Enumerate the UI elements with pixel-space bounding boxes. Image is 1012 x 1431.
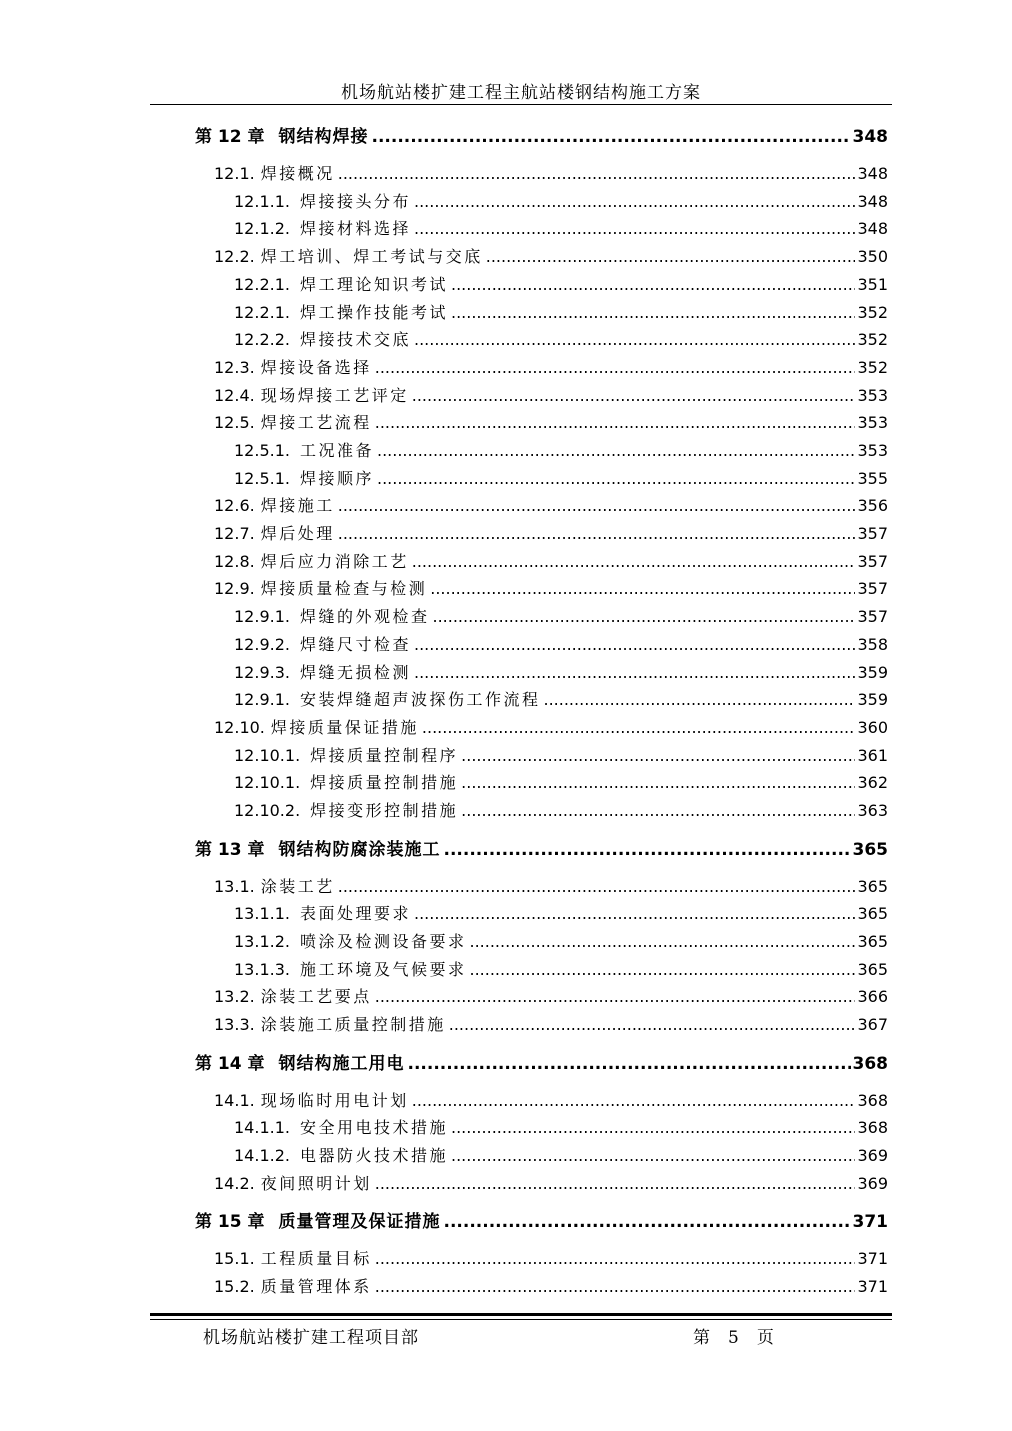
toc-entry-page: 357 [857,524,888,543]
toc-entry-number: 12.2. [214,247,255,266]
toc-entry[interactable] [234,216,888,242]
toc-entry[interactable] [214,383,888,409]
toc-dot-leader [408,1051,851,1077]
toc-entry-number: 13.1.1. [234,904,290,923]
toc-chapter-entry[interactable] [195,837,888,863]
toc-entry[interactable] [234,660,888,686]
toc-dot-leader [461,743,855,769]
toc-entry-page: 369 [857,1146,888,1165]
toc-entry-title: 现场焊接工艺评定 [260,386,409,405]
toc-dot-leader [375,1246,856,1272]
toc-entry[interactable] [214,1246,888,1272]
toc-entry-number: 14.1.1. [234,1118,290,1137]
toc-dot-leader [414,189,855,215]
toc-entry-page: 361 [857,746,888,765]
toc-entry-page: 358 [857,635,888,654]
toc-entry-page: 365 [857,877,888,896]
toc-dot-leader [338,161,856,187]
toc-entry-page: 353 [857,413,888,432]
toc-entry-page: 362 [857,773,888,792]
toc-entry[interactable] [214,874,888,900]
toc-dot-leader [544,687,856,713]
toc-entry[interactable] [214,521,888,547]
toc-entry-title: 涂装工艺 [260,877,335,896]
toc-entry-page: 371 [852,1212,888,1232]
toc-entry-page: 348 [857,164,888,183]
toc-entry-number: 13.3. [214,1015,255,1034]
toc-entry-number: 14.2. [214,1174,255,1193]
toc-entry-title: 焊接工艺流程 [260,413,372,432]
toc-dot-leader [470,957,856,983]
toc-dot-leader [451,1115,855,1141]
toc-entry-title: 焊缝无损检测 [299,663,411,682]
toc-entry-number: 12.10.2. [234,801,301,820]
toc-dot-leader [422,715,856,741]
toc-entry-page: 371 [857,1277,888,1296]
toc-entry-number: 第 13 章 [195,840,265,860]
toc-entry-number: 12.5.1. [234,469,290,488]
toc-entry-page: 356 [857,496,888,515]
toc-entry-title: 焊工培训、焊工考试与交底 [260,247,483,266]
toc-entry-page: 357 [857,552,888,571]
toc-entry-title: 焊接质量控制措施 [310,773,459,792]
toc-entry-title: 焊后应力消除工艺 [260,552,409,571]
toc-dot-leader [338,874,856,900]
toc-entry-number: 15.2. [214,1277,255,1296]
toc-dot-leader [375,355,856,381]
toc-entry-title: 焊缝的外观检查 [299,607,430,626]
toc-entry-title: 焊工操作技能考试 [299,303,448,322]
toc-dot-leader [414,660,855,686]
toc-entry-title: 质量管理体系 [260,1277,372,1296]
toc-entry-number: 13.1.3. [234,960,290,979]
toc-dot-leader [449,1012,856,1038]
toc-dot-leader [451,1143,855,1169]
footer-divider-thin [150,1319,892,1320]
toc-entry[interactable] [214,1012,888,1038]
toc-entry-page: 357 [857,579,888,598]
toc-entry[interactable] [214,1171,888,1197]
toc-entry-page: 352 [857,330,888,349]
toc-entry[interactable] [234,798,888,824]
toc-entry-number: 12.5. [214,413,255,432]
toc-entry-page: 353 [857,386,888,405]
footer-page-value: 5 [728,1328,739,1348]
toc-entry-title: 焊接设备选择 [260,358,372,377]
toc-entry[interactable] [234,604,888,630]
toc-entry-number: 12.7. [214,524,255,543]
toc-dot-leader [338,493,856,519]
toc-dot-leader [414,327,855,353]
toc-entry-page: 348 [857,192,888,211]
toc-entry-number: 12.10.1. [234,773,301,792]
toc-entry-title: 工况准备 [299,441,374,460]
toc-entry-page: 365 [857,904,888,923]
toc-entry[interactable] [234,957,888,983]
toc-entry-number: 12.2.1. [234,303,290,322]
toc-entry-page: 360 [857,718,888,737]
toc-entry-page: 365 [852,840,888,860]
toc-entry-number: 12.5.1. [234,441,290,460]
toc-entry-number: 12.8. [214,552,255,571]
toc-entry-page: 369 [857,1174,888,1193]
toc-entry-page: 348 [852,127,888,147]
footer-page-prefix: 第 [693,1328,710,1348]
toc-entry-number: 第 14 章 [195,1054,265,1074]
toc-entry-number: 14.1.2. [234,1146,290,1165]
toc-entry-title: 施工环境及气候要求 [299,960,467,979]
toc-entry-page: 351 [857,275,888,294]
toc-entry-page: 365 [857,960,888,979]
toc-entry[interactable] [214,549,888,575]
toc-entry-title: 焊接质量控制程序 [310,746,459,765]
toc-entry-title: 喷涂及检测设备要求 [299,932,467,951]
toc-entry[interactable] [234,1115,888,1141]
toc-entry-title: 涂装工艺要点 [260,987,372,1006]
toc-entry-title: 表面处理要求 [299,904,411,923]
toc-entry-title: 焊工理论知识考试 [299,275,448,294]
toc-dot-leader [412,549,856,575]
toc-entry[interactable] [234,687,888,713]
toc-dot-leader [451,272,855,298]
toc-entry-title: 现场临时用电计划 [260,1091,409,1110]
toc-entry[interactable] [234,327,888,353]
toc-dot-leader [430,576,855,602]
toc-entry[interactable] [214,984,888,1010]
toc-dot-leader [375,984,856,1010]
toc-entry-page: 348 [857,219,888,238]
toc-entry-number: 13.2. [214,987,255,1006]
toc-entry[interactable] [214,410,888,436]
toc-entry-number: 12.6. [214,496,255,515]
toc-entry[interactable] [234,438,888,464]
toc-entry-title: 焊接接头分布 [299,192,411,211]
toc-entry-title: 电器防火技术措施 [299,1146,448,1165]
toc-dot-leader [433,604,856,630]
toc-entry-number: 12.1.2. [234,219,290,238]
toc-entry-title: 夜间照明计划 [260,1174,372,1193]
toc-entry-title: 钢结构防腐涂装施工 [278,840,441,860]
toc-entry-page: 352 [857,303,888,322]
toc-entry-title: 焊接技术交底 [299,330,411,349]
toc-chapter-entry[interactable] [195,124,888,150]
toc-entry-title: 钢结构施工用电 [278,1054,405,1074]
toc-entry-title: 焊接顺序 [299,469,374,488]
toc-entry-number: 12.9.1. [234,607,290,626]
toc-entry-number: 第 12 章 [195,127,265,147]
toc-chapter-entry[interactable] [195,1051,888,1077]
toc-entry-title: 钢结构焊接 [278,127,369,147]
toc-entry-title: 焊接施工 [260,496,335,515]
toc-entry-number: 12.9.2. [234,635,290,654]
toc-dot-leader [414,901,855,927]
toc-entry-page: 368 [852,1054,888,1074]
toc-entry-number: 12.10.1. [234,746,301,765]
toc-entry[interactable] [234,189,888,215]
toc-entry-page: 363 [857,801,888,820]
header-divider [150,104,892,105]
page-header-title: 机场航站楼扩建工程主航站楼钢结构施工方案 [341,83,701,103]
toc-entry[interactable] [234,901,888,927]
toc-dot-leader [412,1088,856,1114]
toc-entry-number: 13.1. [214,877,255,896]
toc-entry-number: 12.2.2. [234,330,290,349]
toc-entry-number: 12.10. [214,718,265,737]
toc-entry[interactable] [234,929,888,955]
toc-entry[interactable] [214,493,888,519]
toc-entry-title: 焊后处理 [260,524,335,543]
toc-entry-title: 质量管理及保证措施 [278,1212,441,1232]
toc-dot-leader [444,1209,851,1235]
toc-dot-leader [486,244,856,270]
toc-dot-leader [451,300,855,326]
toc-entry-page: 353 [857,441,888,460]
toc-dot-leader [375,1171,856,1197]
toc-dot-leader [338,521,856,547]
toc-dot-leader [461,798,855,824]
toc-entry[interactable] [214,715,888,741]
toc-entry[interactable] [214,161,888,187]
toc-dot-leader [470,929,856,955]
toc-entry[interactable] [234,1143,888,1169]
toc-dot-leader [444,837,851,863]
toc-entry[interactable] [234,632,888,658]
toc-dot-leader [414,216,855,242]
toc-entry-page: 352 [857,358,888,377]
toc-entry-page: 368 [857,1091,888,1110]
toc-entry[interactable] [234,272,888,298]
toc-entry-page: 368 [857,1118,888,1137]
toc-entry-title: 安全用电技术措施 [299,1118,448,1137]
toc-entry-page: 365 [857,932,888,951]
toc-dot-leader [412,383,856,409]
toc-entry[interactable] [214,576,888,602]
toc-entry-page: 359 [857,690,888,709]
toc-entry[interactable] [234,466,888,492]
toc-entry[interactable] [214,355,888,381]
toc-entry-page: 355 [857,469,888,488]
toc-entry-number: 12.9.3. [234,663,290,682]
toc-entry-title: 焊接质量检查与检测 [260,579,428,598]
toc-dot-leader [377,466,855,492]
toc-dot-leader [461,770,855,796]
toc-entry-page: 367 [857,1015,888,1034]
toc-entry-number: 12.3. [214,358,255,377]
toc-dot-leader [372,124,851,150]
footer-page-number [684,1323,783,1348]
toc-entry-title: 焊接变形控制措施 [310,801,459,820]
toc-entry-page: 357 [857,607,888,626]
toc-entry-title: 工程质量目标 [260,1249,372,1268]
toc-entry-title: 焊接质量保证措施 [270,718,419,737]
toc-entry-number: 12.2.1. [234,275,290,294]
toc-entry-page: 350 [857,247,888,266]
toc-dot-leader [375,410,856,436]
footer-organization: 机场航站楼扩建工程项目部 [203,1328,419,1348]
toc-chapter-entry[interactable] [195,1209,888,1235]
toc-entry-title: 焊缝尺寸检查 [299,635,411,654]
toc-entry[interactable] [214,1274,888,1300]
toc-entry-number: 13.1.2. [234,932,290,951]
toc-entry-page: 366 [857,987,888,1006]
toc-entry-number: 15.1. [214,1249,255,1268]
footer-page-suffix: 页 [756,1328,774,1348]
toc-entry-number: 12.1. [214,164,255,183]
toc-dot-leader [377,438,855,464]
toc-dot-leader [414,632,855,658]
toc-entry-title: 焊接材料选择 [299,219,411,238]
toc-entry-page: 371 [857,1249,888,1268]
toc-entry-title: 焊接概况 [260,164,335,183]
toc-entry[interactable] [234,770,888,796]
toc-entry-number: 12.1.1. [234,192,290,211]
toc-entry[interactable] [234,743,888,769]
toc-entry-number: 12.9. [214,579,255,598]
toc-entry[interactable] [234,300,888,326]
toc-entry-number: 12.9.1. [234,690,290,709]
toc-entry[interactable] [214,244,888,270]
toc-entry-number: 14.1. [214,1091,255,1110]
toc-entry-title: 涂装施工质量控制措施 [260,1015,446,1034]
toc-entry-number: 12.4. [214,386,255,405]
toc-entry-page: 359 [857,663,888,682]
footer-divider-thick [150,1313,892,1316]
toc-entry-title: 安装焊缝超声波探伤工作流程 [299,690,541,709]
toc-entry-number: 第 15 章 [195,1212,265,1232]
toc-dot-leader [375,1274,856,1300]
toc-entry[interactable] [214,1088,888,1114]
